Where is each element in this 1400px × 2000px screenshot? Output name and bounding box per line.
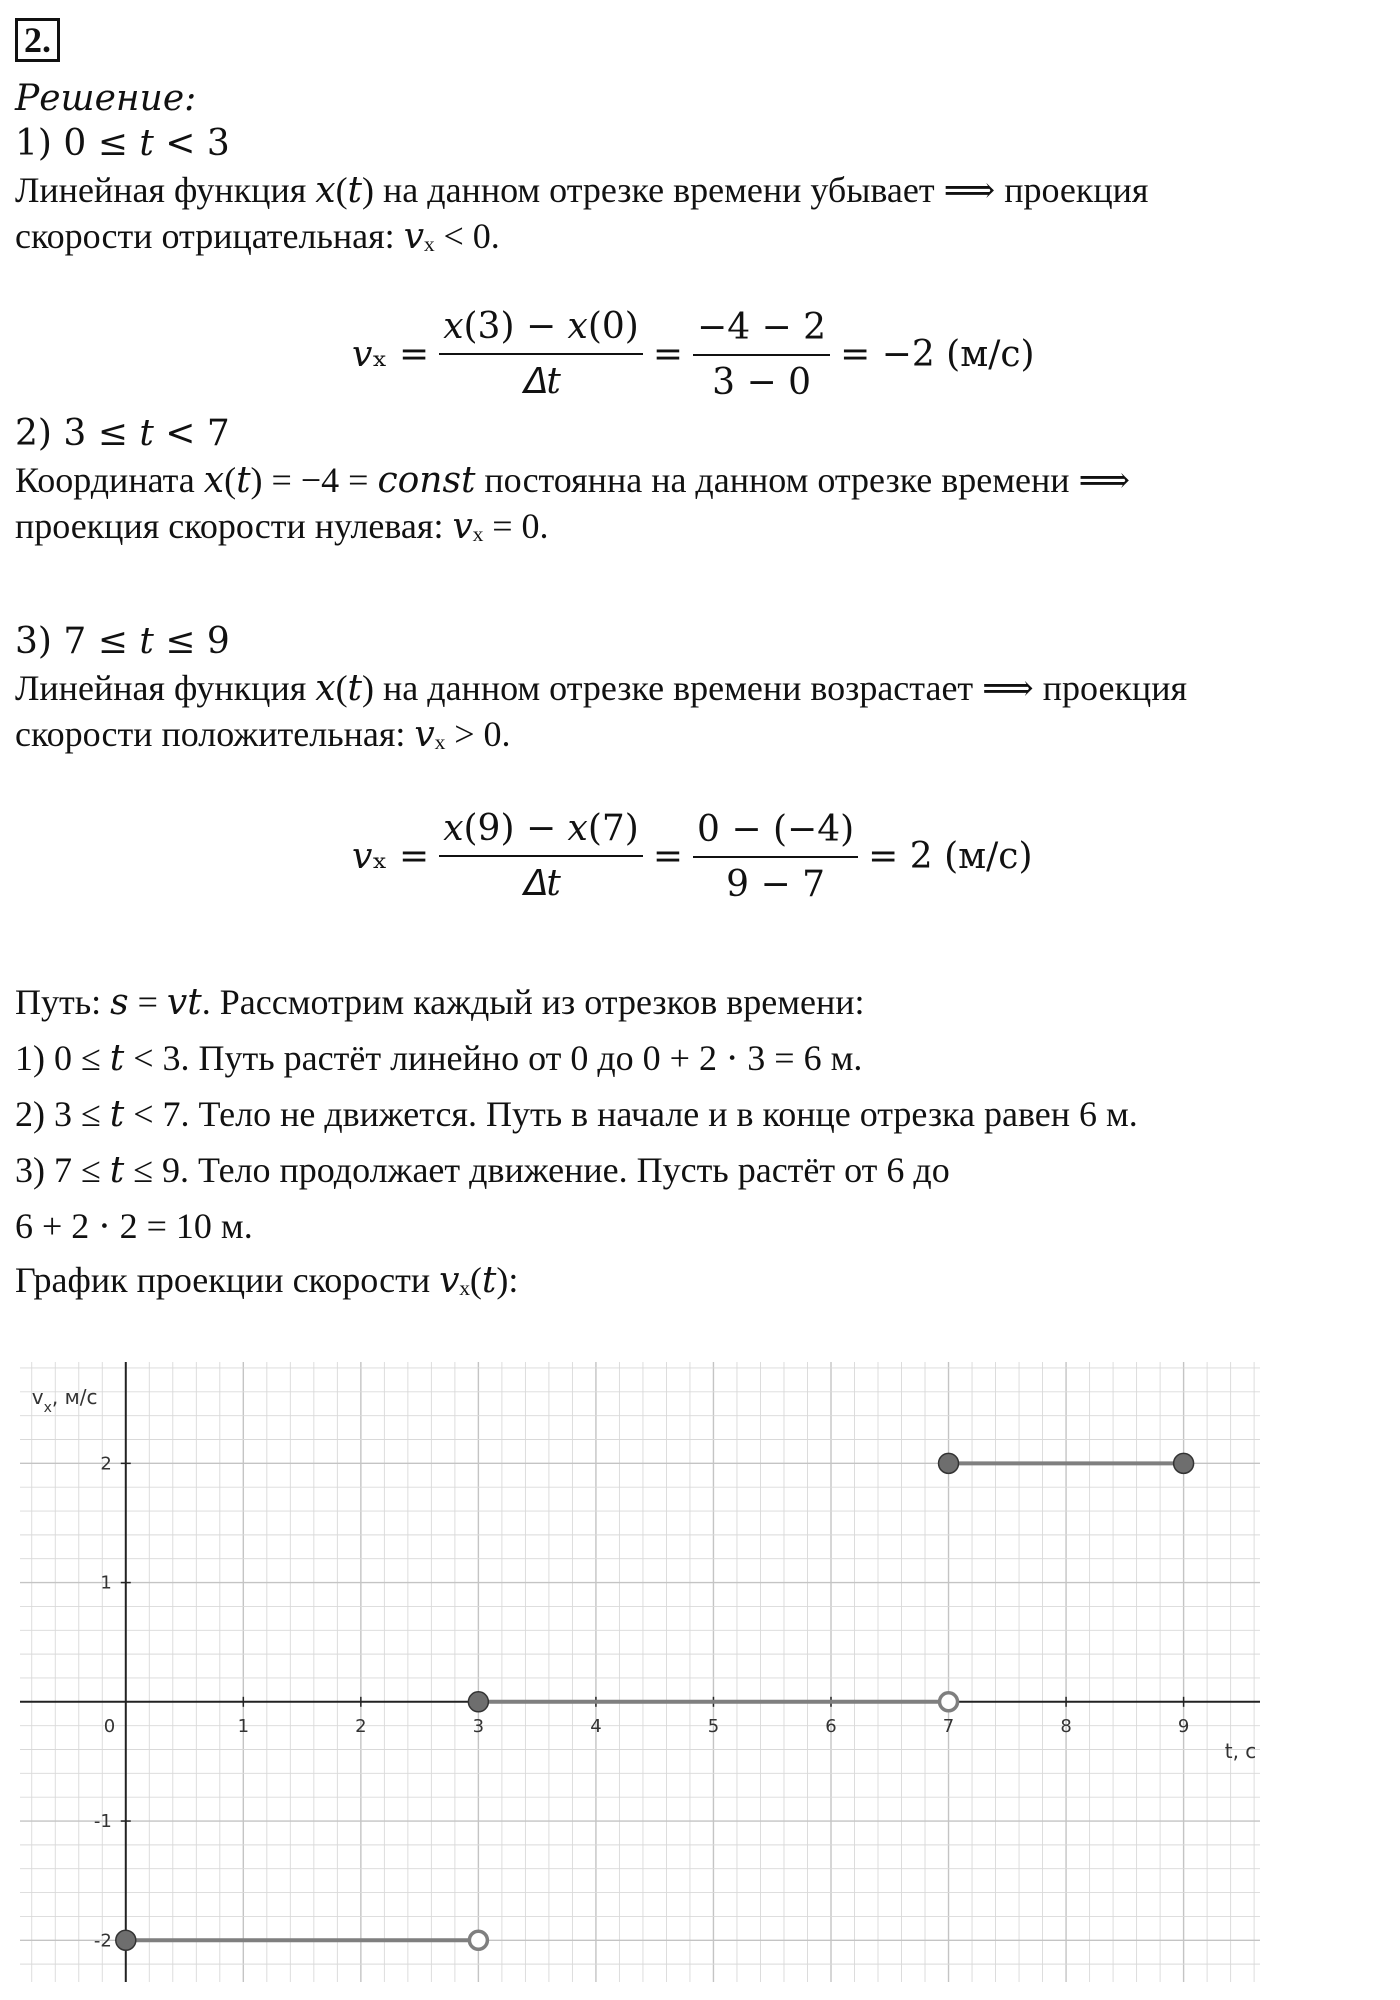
eq1-numerator-1: 𝑥(3) − 𝑥(0) [439,306,643,355]
path-item-3a: 3) 7 ≤ 𝑡 ≤ 9. Тело продолжает движение. Пусть растёт от 6 до [15,1150,950,1190]
eq2-lhs: 𝑣ₓ = [352,836,430,877]
eq2-fraction-1 [439,808,643,905]
eq2-numerator-1: 𝑥(9) − 𝑥(7) [439,808,643,857]
path-item-1: 1) 0 ≤ 𝑡 < 3. Путь растёт линейно от 0 до 0 + 2 ⋅ 3 = 6 м. [15,1038,863,1078]
y-tick-label: -2 [93,1930,112,1952]
closed-point-segment-1-start [116,1930,136,1950]
part2-text-b: проекция скорости нулевая: 𝑣ₓ = 0. [15,506,549,546]
y-tick-label: -1 [93,1811,112,1833]
eq1-fraction-1 [439,306,643,403]
open-point-segment-2-end [940,1693,958,1711]
x-tick-label: 3 [472,1715,485,1737]
x-tick-label: 7 [942,1715,955,1737]
path-intro: Путь: 𝑠 = 𝑣𝑡. Рассмотрим каждый из отрезков времени: [15,982,865,1022]
eq1-denominator-2: 3 − 0 [712,361,811,403]
part3-heading: 3) 7 ≤ 𝑡 ≤ 9 [15,621,230,662]
eq2-numerator-2: 0 − (−4) [693,809,858,858]
eq2-denominator-2: 9 − 7 [726,863,826,905]
part1-heading: 1) 0 ≤ 𝑡 < 3 [15,123,230,164]
eq1-denominator-1: 𝛥𝑡 [521,361,561,402]
problem-number: 2. [15,18,60,62]
y-tick-label: 1 [100,1572,112,1594]
closed-point-segment-2-start [468,1692,488,1712]
part3-text-b: скорости положительная: 𝑣ₓ > 0. [15,714,511,754]
eq2-result: = 2 (м/с) [868,836,1033,877]
part1-text-b: скорости отрицательная: 𝑣ₓ < 0. [15,216,500,256]
part2-text-a: Координата 𝑥(𝑡) = −4 = 𝑐𝑜𝑛𝑠𝑡 постоянна на данном отрезке времени ⟹ [15,460,1131,500]
eq1-numerator-2: −4 − 2 [693,307,830,356]
path-item-3b: 6 + 2 ⋅ 2 = 10 м. [15,1206,253,1246]
y-axis-label: $v_x$, м/с [31,1385,98,1416]
eq2-fraction-2 [693,809,858,905]
x-tick-label: 5 [707,1715,720,1737]
part3-equation [352,808,1033,905]
part1-equation [352,306,1035,403]
eq1-result: = −2 (м/с) [840,334,1035,375]
x-tick-label: 2 [355,1715,367,1737]
open-point-segment-1-end [469,1931,487,1949]
graph-caption: График проекции скорости 𝑣ₓ(𝑡): [15,1260,519,1300]
part2-heading: 2) 3 ≤ 𝑡 < 7 [15,413,230,454]
x-axis-label: t, c [1224,1738,1257,1763]
x-tick-label: 9 [1177,1715,1190,1737]
eq1-lhs: 𝑣ₓ = [352,334,430,375]
velocity-chart [20,1362,1260,1982]
part3-text-a: Линейная функция 𝑥(𝑡) на данном отрезке времени возрастает ⟹ проекция [15,668,1188,708]
x-tick-label: 4 [590,1715,602,1737]
x-tick-label-0: 0 [103,1715,116,1737]
x-tick-label: 1 [237,1715,250,1737]
x-tick-label: 8 [1060,1715,1072,1737]
eq2-equals: = [652,836,684,877]
eq1-equals: = [652,334,684,375]
y-tick-label: 2 [100,1453,112,1475]
eq1-fraction-2 [693,307,830,403]
closed-point-segment-3-end [1174,1453,1194,1473]
path-item-2: 2) 3 ≤ 𝑡 < 7. Тело не движется. Путь в начале и в конце отрезка равен 6 м. [15,1094,1138,1134]
eq2-denominator-1: 𝛥𝑡 [521,863,561,904]
closed-point-segment-3-start [939,1453,959,1473]
x-tick-label: 6 [825,1715,837,1737]
part1-text-a: Линейная функция 𝑥(𝑡) на данном отрезке времени убывает ⟹ проекция [15,170,1149,210]
solution-label: Решение: [15,78,197,119]
